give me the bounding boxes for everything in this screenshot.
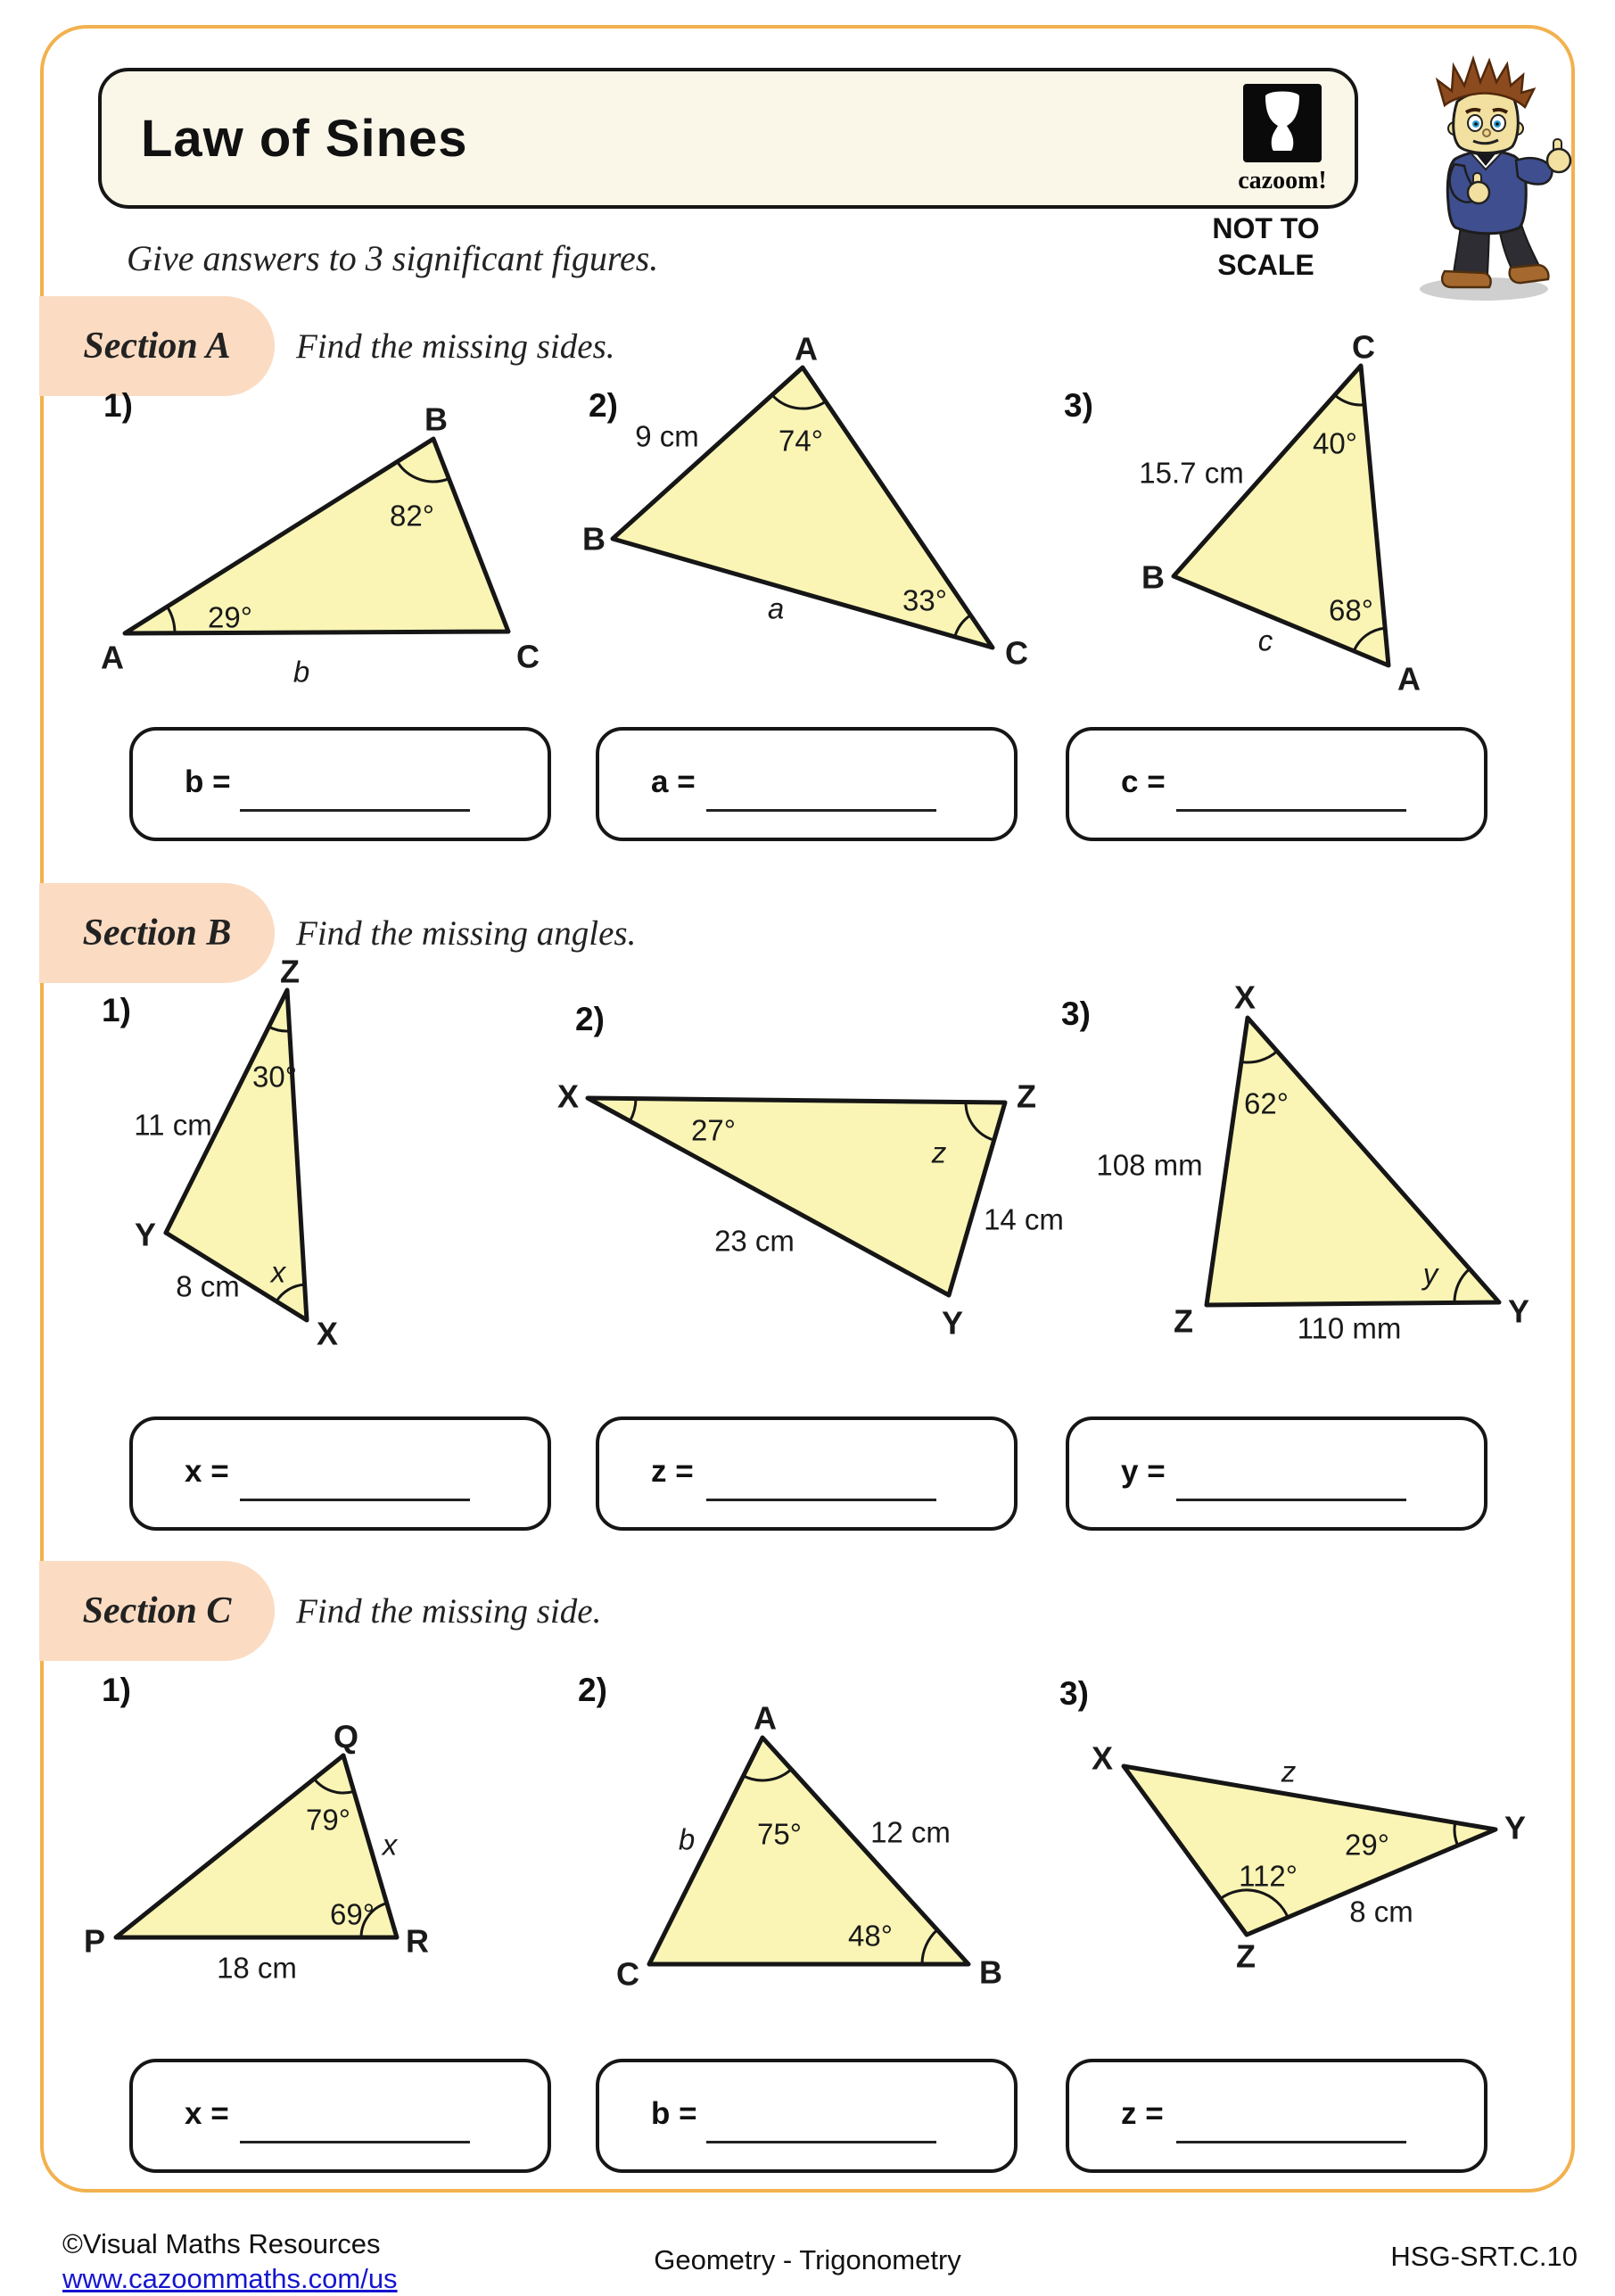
answer-box-4[interactable] (129, 1416, 551, 1531)
vertex-label: Z (280, 953, 300, 990)
problem-number-a2: 2) (589, 387, 618, 424)
answer-box-1[interactable] (129, 727, 551, 841)
side-label: b (678, 1822, 696, 1856)
vertex-label: P (83, 1922, 106, 1960)
vertex-label: X (316, 1315, 339, 1352)
section-a-label: Section A (83, 326, 231, 367)
vertex-label: Y (941, 1304, 964, 1342)
side-label: x (270, 1255, 286, 1289)
side-label: a (767, 591, 785, 625)
side-label: 12 cm (870, 1815, 951, 1849)
side-label: 8 cm (1349, 1895, 1413, 1928)
answer-box-label: y = (1121, 1454, 1166, 1489)
section-a-instruction: Find the missing sides. (296, 326, 615, 366)
side-label: y (1422, 1257, 1438, 1291)
angle-value-label: 62° (1244, 1086, 1289, 1120)
angle-value-label: 82° (390, 499, 434, 533)
answer-box-label: z = (1121, 2096, 1164, 2131)
vertex-label: X (1091, 1739, 1114, 1777)
not-to-scale-label: NOT TO SCALE (1212, 212, 1320, 281)
side-label: z (931, 1136, 947, 1169)
angle-value-label: 33° (902, 583, 947, 617)
problem-number-c3: 3) (1059, 1675, 1089, 1712)
problem-number-a1: 1) (103, 387, 133, 424)
angle-value-label: 29° (1345, 1828, 1389, 1862)
angle-value-label: 48° (848, 1919, 893, 1953)
vertex-label: X (556, 1078, 580, 1115)
section-b-instruction: Find the missing angles. (296, 913, 637, 953)
angle-value-label: 74° (779, 424, 823, 458)
answer-write-line[interactable] (706, 2141, 936, 2143)
footer-copyright: ©Visual Maths Resources (62, 2228, 381, 2259)
side-label: 110 mm (1297, 1311, 1402, 1345)
vertex-label: Z (1017, 1078, 1036, 1115)
vertex-label: X (1233, 979, 1257, 1016)
side-label: 15.7 cm (1139, 456, 1244, 490)
answer-write-line[interactable] (240, 809, 470, 812)
problem-number-c1: 1) (102, 1672, 131, 1708)
answer-box-3[interactable] (1066, 727, 1487, 841)
problem-number-c2: 2) (578, 1672, 607, 1708)
instruction-note: Give answers to 3 significant figures. (127, 238, 659, 278)
side-label: b (293, 655, 310, 689)
vertex-label: Y (1504, 1809, 1527, 1846)
side-label: z (1281, 1755, 1297, 1788)
problem-number-b1: 1) (102, 992, 131, 1028)
answer-write-line[interactable] (1176, 1499, 1406, 1501)
vertex-label: A (101, 639, 124, 676)
vertex-label: Y (1507, 1293, 1530, 1330)
answer-box-label: x = (185, 1454, 229, 1489)
answer-box-label: c = (1121, 764, 1166, 799)
section-c-instruction: Find the missing side. (296, 1591, 602, 1631)
angle-value-label: 75° (757, 1817, 802, 1851)
answer-box-label: x = (185, 2096, 229, 2131)
problem-number-b3: 3) (1061, 995, 1091, 1032)
section-c-label: Section C (82, 1590, 232, 1631)
angle-value-label: 30° (252, 1060, 297, 1094)
answer-write-line[interactable] (1176, 2141, 1406, 2143)
answer-box-9[interactable] (1066, 2059, 1487, 2173)
answer-box-label: b = (185, 764, 231, 799)
vertex-label: B (582, 520, 606, 557)
vertex-label: B (1141, 558, 1165, 596)
vertex-label: C (1005, 634, 1028, 672)
footer-standard-code: HSG-SRT.C.10 (1390, 2241, 1578, 2272)
angle-value-label: 69° (330, 1897, 375, 1931)
answer-write-line[interactable] (240, 2141, 470, 2143)
cazoom-logo-text: cazoom! (1238, 167, 1327, 194)
answer-write-line[interactable] (706, 1499, 936, 1501)
footer-url-link[interactable]: www.cazoommaths.com/us (62, 2263, 398, 2294)
side-label: 11 cm (134, 1108, 212, 1142)
side-label: 108 mm (1096, 1148, 1203, 1182)
answer-write-line[interactable] (1176, 809, 1406, 812)
vertex-label: Z (1174, 1302, 1193, 1340)
side-label: 9 cm (635, 419, 699, 453)
vertex-label: R (406, 1922, 429, 1960)
angle-value-label: 40° (1313, 426, 1357, 460)
vertex-label: C (1352, 328, 1375, 366)
side-label: x (382, 1828, 398, 1862)
side-label: 18 cm (217, 1951, 297, 1985)
answer-box-6[interactable] (1066, 1416, 1487, 1531)
side-label: 8 cm (176, 1269, 240, 1303)
vertex-label: B (979, 1953, 1002, 1991)
answer-box-7[interactable] (129, 2059, 551, 2173)
answer-box-8[interactable] (596, 2059, 1018, 2173)
problem-number-b2: 2) (575, 1001, 605, 1037)
answer-write-line[interactable] (240, 1499, 470, 1501)
angle-value-label: 112° (1239, 1859, 1298, 1893)
side-label: c (1257, 624, 1273, 657)
angle-value-label: 29° (208, 600, 252, 634)
vertex-label: Y (134, 1216, 157, 1253)
footer-topic: Geometry - Trigonometry (654, 2244, 961, 2275)
vertex-label: Q (333, 1718, 359, 1755)
answer-box-label: b = (651, 2096, 697, 2131)
answer-box-label: z = (651, 1454, 694, 1489)
answer-box-label: a = (651, 764, 696, 799)
page-title: Law of Sines (141, 109, 468, 168)
vertex-label: B (424, 401, 448, 438)
vertex-label: Z (1236, 1937, 1256, 1975)
angle-value-label: 27° (691, 1113, 736, 1147)
problem-number-a3: 3) (1064, 387, 1093, 424)
answer-box-5[interactable] (596, 1416, 1018, 1531)
vertex-label: A (754, 1699, 777, 1737)
section-b-label: Section B (82, 913, 232, 954)
angle-value-label: 68° (1329, 593, 1373, 627)
vertex-label: A (1397, 660, 1421, 698)
side-label: 23 cm (714, 1224, 795, 1258)
answer-write-line[interactable] (706, 809, 936, 812)
angle-value-label: 79° (306, 1803, 350, 1837)
vertex-label: C (516, 638, 540, 675)
vertex-label: C (616, 1955, 639, 1993)
vertex-label: A (795, 330, 818, 368)
answer-box-2[interactable] (596, 727, 1018, 841)
side-label: 14 cm (984, 1202, 1064, 1236)
